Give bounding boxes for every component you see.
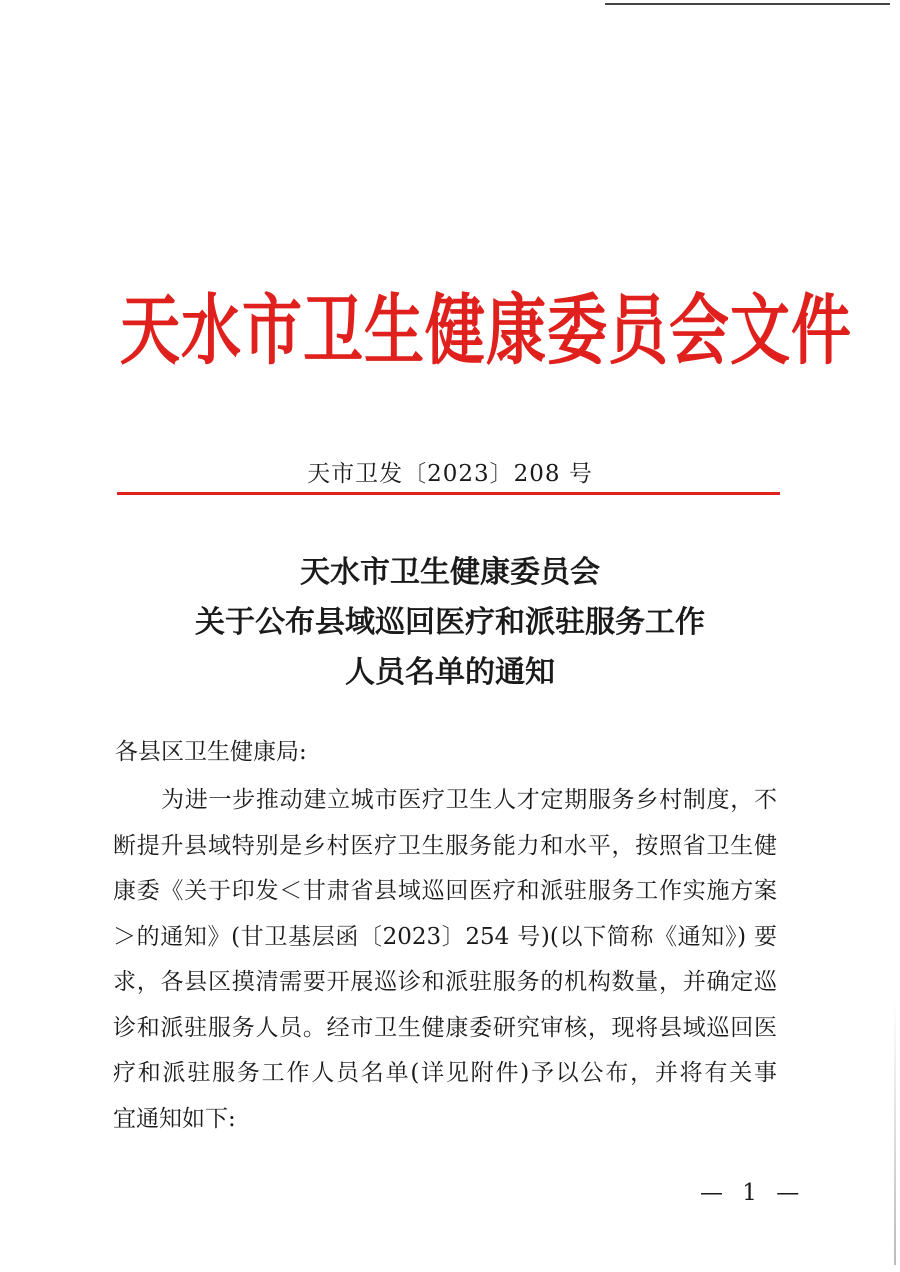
title-line: 人员名单的通知 [345,655,555,690]
body-paragraph [113,778,777,1142]
body-line: 为进一步推动建立城市医疗卫生人才定期服务乡村制度，不 [161,787,777,813]
body-line: ＞的通知》(甘卫基层函〔2023〕254 号)(以下简称《通知》) 要 [113,923,777,950]
body-line: 康委《关于印发＜甘肃省县域巡回医疗和派驻服务工作实施方案 [113,878,777,904]
body-line: 疗和派驻服务工作人员名单(详见附件)予以公布，并将有关事 [113,1060,777,1086]
salutation: 各县区卫生健康局: [115,739,307,765]
title-line: 关于公布县域巡回医疗和派驻服务工作 [195,605,705,640]
scan-edge-shadow [894,1000,896,1265]
issuer-header: 天水市卫生健康委员会文件 [120,286,852,377]
scan-edge-line [605,3,890,5]
body-line: 宜通知如下: [113,1105,236,1132]
body-line: 断提升县域特别是乡村医疗卫生服务能力和水平，按照省卫生健 [113,832,777,859]
document-title [100,548,800,698]
page-number: — 1 — [700,1180,806,1206]
body-line: 诊和派驻服务人员。经市卫生健康委研究审核，现将县域巡回医 [113,1014,777,1041]
body-line: 求，各县区摸清需要开展巡诊和派驻服务的机构数量，并确定巡 [113,969,777,995]
document-number: 天市卫发〔2023〕208 号 [307,461,593,487]
red-divider-line [117,492,780,495]
title-line: 天水市卫生健康委员会 [300,555,600,590]
